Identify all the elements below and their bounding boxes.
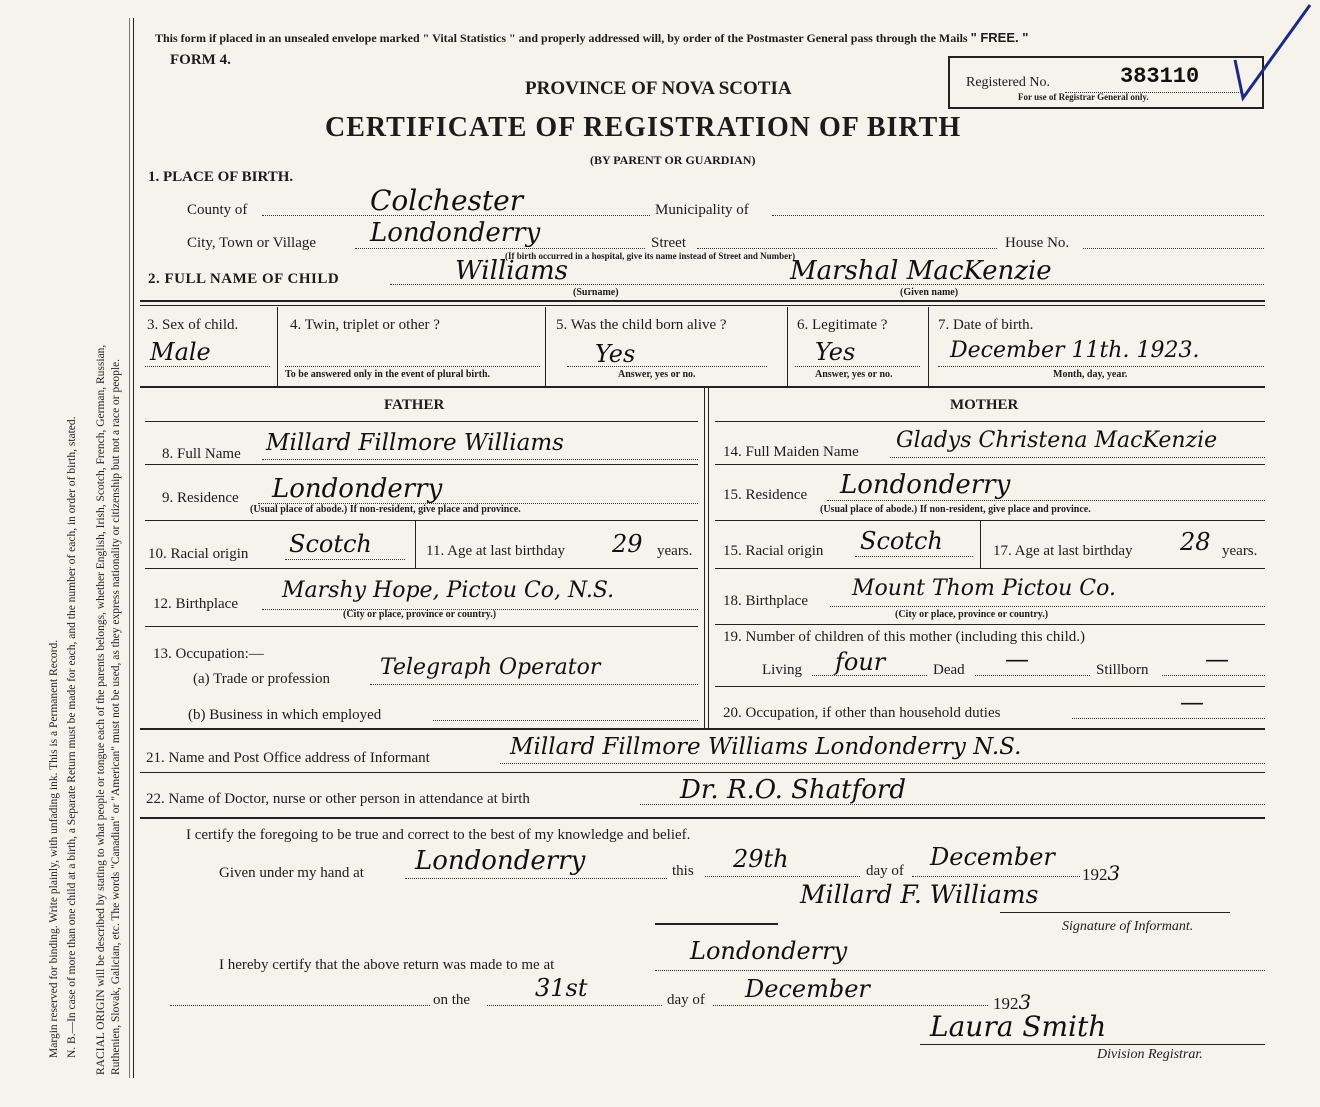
father-business-dots bbox=[433, 720, 698, 721]
legit-value: Yes bbox=[815, 338, 856, 366]
alive-note: Answer, yes or no. bbox=[618, 369, 696, 380]
postal-note bbox=[155, 30, 1028, 46]
child-surname-value: Williams bbox=[455, 256, 569, 286]
father-name-value: Millard Fillmore Williams bbox=[266, 430, 564, 456]
municipality-label: Municipality of bbox=[655, 202, 749, 218]
mother-birthplace-value: Mount Thom Pictou Co. bbox=[852, 576, 1116, 601]
alive-dots bbox=[567, 366, 767, 367]
house-label: House No. bbox=[1005, 235, 1070, 251]
informant-signature: Millard F. Williams bbox=[800, 880, 1039, 909]
row3-divider-2 bbox=[545, 307, 546, 387]
registered-box bbox=[948, 56, 1264, 109]
given-caption: (Given name) bbox=[900, 287, 959, 298]
father-heading: FATHER bbox=[384, 397, 445, 413]
father-rule-2 bbox=[145, 520, 698, 521]
father-age-value: 29 bbox=[612, 530, 643, 558]
registered-label: Registered No. bbox=[966, 75, 1050, 90]
dead-label: Dead bbox=[933, 662, 965, 678]
rule-after-name bbox=[140, 300, 1265, 302]
alive-label: 5. Was the child born alive ? bbox=[556, 317, 727, 333]
mother-race-label: 15. Racial origin bbox=[723, 543, 824, 559]
father-occupation-label: 13. Occupation:— bbox=[153, 646, 264, 662]
stillborn-value: — bbox=[1205, 645, 1229, 673]
doctor-label: 22. Name of Doctor, nurse or other person in attendance at birth bbox=[146, 791, 530, 807]
registrar-place-value: Londonderry bbox=[690, 937, 848, 965]
father-residence-label: 9. Residence bbox=[162, 490, 239, 506]
mother-occupation-value: — bbox=[1180, 688, 1204, 716]
registrar-signature-label: Division Registrar. bbox=[1097, 1047, 1203, 1062]
child-given-value: Marshal MacKenzie bbox=[790, 256, 1052, 286]
month-value: December bbox=[930, 843, 1055, 871]
province-title: PROVINCE OF NOVA SCOTIA bbox=[525, 78, 792, 99]
father-trade-label: (a) Trade or profession bbox=[193, 671, 331, 687]
mother-age-value: 28 bbox=[1180, 528, 1211, 556]
registered-number: 383110 bbox=[1120, 64, 1200, 89]
margin-rule-inner bbox=[129, 18, 130, 1078]
margin-note-3: RACIAL ORIGIN will be described by stating to what people or tongue each of the parents belongs, whether English, Irish, Scotch, French, German, Russian, bbox=[95, 344, 107, 1075]
twin-note: To be answered only in the event of plural birth. bbox=[285, 369, 491, 380]
county-value: Colchester bbox=[370, 184, 524, 217]
living-label: Living bbox=[762, 662, 802, 678]
mother-residence-value: Londonderry bbox=[840, 470, 1011, 500]
day-dots bbox=[705, 876, 860, 877]
father-age-label: 11. Age at last birthday bbox=[426, 543, 565, 559]
registrar-signature-rule bbox=[920, 1044, 1265, 1045]
mother-race-dots bbox=[855, 556, 973, 557]
given-place-value: Londonderry bbox=[415, 846, 586, 876]
father-birthplace-note: (City or place, province or country.) bbox=[343, 609, 497, 620]
given-place-dots bbox=[405, 878, 667, 879]
row3-divider-3 bbox=[787, 307, 788, 387]
sex-label: 3. Sex of child. bbox=[147, 317, 239, 333]
certify-statement: I certify the foregoing to be true and correct to the best of my knowledge and belief. bbox=[186, 827, 691, 843]
city-value: Londonderry bbox=[370, 218, 541, 248]
mother-name-value: Gladys Christena MacKenzie bbox=[896, 428, 1218, 453]
legit-dots bbox=[795, 366, 920, 367]
father-race-dots bbox=[285, 559, 405, 560]
checkmark-icon bbox=[1225, 0, 1315, 110]
registrar-signature: Laura Smith bbox=[930, 1010, 1107, 1043]
informant-dots bbox=[500, 763, 1265, 764]
municipality-dots bbox=[772, 215, 1264, 216]
mother-occupation-dots bbox=[1072, 718, 1265, 719]
on-the-label: on the bbox=[433, 992, 471, 1008]
mother-heading-rule bbox=[715, 421, 1265, 422]
month-dots bbox=[912, 876, 1080, 877]
father-race-divider bbox=[415, 520, 416, 568]
postal-note-text: This form if placed in an unsealed envelope marked " Vital Statistics " and properly addressed will, by order of the Postmaster General pass through the Mails bbox=[155, 31, 968, 45]
mother-residence-note: (Usual place of abode.) If non-resident, give place and province. bbox=[820, 504, 1091, 515]
dob-note: Month, day, year. bbox=[1053, 369, 1128, 380]
father-name-label: 8. Full Name bbox=[162, 446, 241, 462]
father-age-unit: years. bbox=[657, 543, 693, 559]
county-label: County of bbox=[187, 202, 248, 218]
registrar-statement: I hereby certify that the above return was made to me at bbox=[219, 957, 555, 973]
mother-children-label: 19. Number of children of this mother (including this child.) bbox=[723, 629, 1086, 645]
dob-value: December 11th. 1923. bbox=[950, 338, 1200, 363]
father-heading-rule bbox=[145, 421, 698, 422]
father-race-label: 10. Racial origin bbox=[148, 546, 249, 562]
registrar-leading-dots bbox=[170, 1005, 430, 1006]
rule-after-doctor bbox=[140, 817, 1265, 819]
twin-label: 4. Twin, triplet or other ? bbox=[290, 317, 440, 333]
father-birthplace-value: Marshy Hope, Pictou Co, N.S. bbox=[282, 578, 615, 603]
father-rule-1 bbox=[145, 464, 698, 465]
day-of-label: day of bbox=[866, 863, 904, 879]
mother-name-label: 14. Full Maiden Name bbox=[723, 444, 859, 460]
day-value: 29th bbox=[733, 845, 789, 873]
mother-age-unit: years. bbox=[1222, 543, 1258, 559]
year-prefix-text: 192 bbox=[1082, 865, 1108, 884]
registrar-day-dots bbox=[487, 1005, 662, 1006]
parents-divider bbox=[704, 388, 705, 728]
father-residence-value: Londonderry bbox=[272, 474, 443, 504]
rule-after-parents bbox=[140, 728, 1265, 730]
surname-caption: (Surname) bbox=[573, 287, 619, 298]
mother-birthplace-note: (City or place, province or country.) bbox=[895, 609, 1049, 620]
mother-rule-5 bbox=[715, 686, 1265, 687]
mother-residence-label: 15. Residence bbox=[723, 487, 808, 503]
row3-divider-1 bbox=[277, 307, 278, 387]
registrar-month-value: December bbox=[745, 975, 870, 1003]
given-label: Given under my hand at bbox=[219, 865, 364, 881]
father-residence-note: (Usual place of abode.) If non-resident, give place and province. bbox=[250, 504, 521, 515]
margin-note-4: Ruthenien, Slovak, Galician, etc. The words "Canadian" or "American" must not be used, as they express nationality or citizenship but not a race or people. bbox=[110, 358, 122, 1075]
father-race-value: Scotch bbox=[289, 530, 372, 558]
rule-after-row3 bbox=[140, 386, 1265, 388]
mother-rule-2 bbox=[715, 520, 1265, 521]
alive-value: Yes bbox=[595, 340, 636, 368]
form-number: FORM 4. bbox=[170, 52, 231, 68]
father-rule-3 bbox=[145, 568, 698, 569]
registrar-year-value: 3 bbox=[1018, 990, 1032, 1014]
child-name-label: 2. FULL NAME OF CHILD bbox=[148, 271, 340, 287]
mother-race-divider bbox=[980, 520, 981, 568]
legit-note: Answer, yes or no. bbox=[815, 369, 893, 380]
postal-free: " FREE. " bbox=[970, 30, 1029, 45]
year-value: 3 bbox=[1107, 861, 1121, 885]
margin-rule bbox=[133, 18, 134, 1078]
registrar-month-dots bbox=[713, 1005, 988, 1006]
stillborn-label: Stillborn bbox=[1096, 662, 1149, 678]
certificate-title: CERTIFICATE OF REGISTRATION OF BIRTH bbox=[325, 112, 962, 143]
mother-birthplace-label: 18. Birthplace bbox=[723, 593, 808, 609]
margin-note-2: N. B.—In case of more than one child at a birth, a Separate Return must be made for each, and the number of each, in order of birth, stated. bbox=[66, 416, 78, 1058]
registered-note: For use of Registrar General only. bbox=[1018, 92, 1149, 102]
hospital-note: (If birth occurred in a hospital, give its name instead of Street and Number) bbox=[505, 251, 796, 261]
registrar-place-dots bbox=[655, 970, 1265, 971]
informant-signature-label: Signature of Informant. bbox=[1062, 919, 1194, 934]
mother-rule-1 bbox=[715, 464, 1265, 465]
year-prefix bbox=[1082, 861, 1120, 885]
father-trade-dots bbox=[370, 684, 698, 685]
dob-dots bbox=[938, 366, 1264, 367]
rule-after-name-2 bbox=[140, 305, 1265, 306]
city-label: City, Town or Village bbox=[187, 235, 317, 251]
mother-occupation-label: 20. Occupation, if other than household duties bbox=[723, 705, 1001, 721]
certificate-subtitle: (BY PARENT OR GUARDIAN) bbox=[590, 153, 756, 167]
dead-dots bbox=[975, 675, 1090, 676]
sex-dots bbox=[145, 366, 270, 367]
informant-value: Millard Fillmore Williams Londonderry N.S. bbox=[510, 734, 1022, 760]
father-trade-value: Telegraph Operator bbox=[380, 655, 601, 680]
twin-dots bbox=[285, 366, 540, 367]
dead-value: — bbox=[1005, 645, 1029, 673]
stillborn-dots bbox=[1162, 675, 1265, 676]
father-business-label: (b) Business in which employed bbox=[188, 707, 382, 723]
dob-label: 7. Date of birth. bbox=[938, 317, 1034, 333]
mother-residence-dots bbox=[827, 500, 1265, 501]
father-rule-4 bbox=[145, 626, 698, 627]
informant-label: 21. Name and Post Office address of Informant bbox=[146, 750, 430, 766]
mother-birthplace-dots bbox=[830, 606, 1265, 607]
father-name-dots bbox=[262, 459, 698, 460]
living-value: four bbox=[835, 648, 886, 676]
mother-heading: MOTHER bbox=[950, 397, 1019, 413]
short-divider bbox=[655, 923, 778, 925]
street-dots bbox=[697, 248, 997, 249]
house-dots bbox=[1083, 248, 1264, 249]
doctor-value: Dr. R.O. Shatford bbox=[680, 775, 906, 805]
mother-name-dots bbox=[890, 457, 1265, 458]
margin-note-1: Margin reserved for binding. Write plainly, with unfading ink. This is a Permanent Record. bbox=[48, 639, 60, 1058]
place-of-birth-label: 1. PLACE OF BIRTH. bbox=[148, 169, 294, 185]
registrar-year-prefix: 192 bbox=[993, 994, 1019, 1013]
mother-race-value: Scotch bbox=[860, 527, 943, 555]
sex-value: Male bbox=[150, 338, 211, 366]
registrar-day-of-label: day of bbox=[667, 992, 705, 1008]
row3-divider-4 bbox=[928, 307, 929, 387]
city-dots bbox=[355, 248, 645, 249]
legit-label: 6. Legitimate ? bbox=[797, 317, 888, 333]
this-label: this bbox=[672, 863, 694, 879]
parents-divider-2 bbox=[708, 388, 709, 728]
registrar-day-value: 31st bbox=[535, 974, 588, 1002]
mother-age-label: 17. Age at last birthday bbox=[993, 543, 1133, 559]
mother-rule-3 bbox=[715, 568, 1265, 569]
rule-after-informant bbox=[140, 772, 1265, 773]
father-birthplace-label: 12. Birthplace bbox=[153, 596, 238, 612]
mother-rule-4 bbox=[715, 624, 1265, 625]
street-label: Street bbox=[651, 235, 686, 251]
signature-rule bbox=[1000, 912, 1230, 913]
